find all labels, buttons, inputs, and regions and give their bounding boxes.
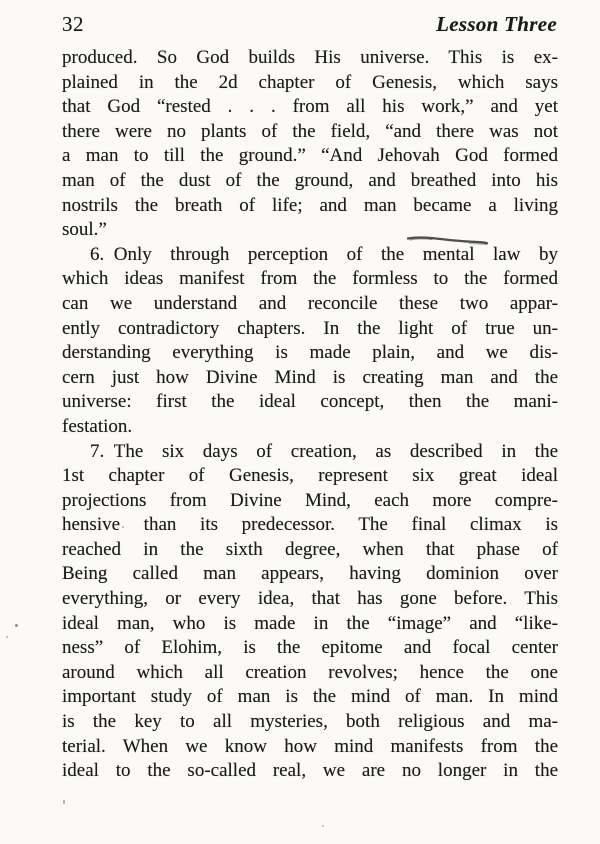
- text-line: ideal man, who is made in the “image” and “like-: [62, 612, 558, 634]
- text-line: 1st chapter of Genesis, represent six great ideal: [62, 465, 558, 487]
- text-line: can we understand and reconcile these two appar-: [62, 292, 558, 314]
- text-line: around which all creation revolves; hence the one: [62, 661, 558, 683]
- text-line: terial. When we know how mind manifests from the: [62, 735, 558, 757]
- text-line: ideal to the so-called real, we are no longer in the: [62, 760, 558, 782]
- text-line: produced. So God builds His universe. This is ex-: [62, 47, 558, 68]
- text-line: plained in the 2d chapter of Genesis, which says: [62, 71, 558, 93]
- text-line: 6. Only through perception of the mental law by: [90, 243, 558, 265]
- text-line: 7. The six days of creation, as described in the: [90, 440, 558, 462]
- running-head: [62, 12, 557, 37]
- text-line: a man to till the ground.” “And Jehovah God formed: [62, 145, 558, 167]
- text-line: Being called man appears, having dominion over: [62, 563, 558, 585]
- text-line: projections from Divine Mind, each more compre-: [62, 489, 558, 511]
- text-line: there were no plants of the field, “and there was not: [62, 120, 558, 142]
- text-line: ness” of Elohim, is the epitome and focal center: [62, 637, 558, 659]
- ink-speck: [322, 825, 324, 827]
- margin-pencil-dot: [15, 624, 18, 627]
- running-title: Lesson Three: [436, 12, 557, 36]
- text-line: everything, or every idea, that has gone before. This: [62, 588, 558, 610]
- text-line: soul.”: [62, 219, 107, 241]
- text-line: ently contradictory chapters. In the light of true un-: [62, 317, 558, 339]
- text-line: which ideas manifest from the formless to the formed: [62, 268, 558, 290]
- body-text: [62, 46, 558, 784]
- ink-speck: [122, 526, 124, 528]
- text-line: nostrils the breath of life; and man became a living: [62, 194, 558, 216]
- text-line: universe: first the ideal concept, then the mani-: [62, 391, 558, 413]
- text-line: cern just how Divine Mind is creating man and the: [62, 366, 558, 388]
- text-line: festation.: [62, 415, 133, 437]
- text-line: man of the dust of the ground, and breathed into his: [62, 169, 558, 191]
- page-number: 32: [62, 12, 84, 36]
- text-line: reached in the sixth degree, when that phase of: [62, 538, 558, 560]
- margin-pencil-dot: [6, 636, 8, 638]
- text-line: hensive than its predecessor. The final climax is: [62, 514, 558, 536]
- text-line: important study of man is the mind of man. In mind: [62, 686, 558, 708]
- text-line: is the key to all mysteries, both religious and ma-: [62, 711, 558, 733]
- text-line: that God “rested . . . from all his work,” and yet: [62, 96, 558, 118]
- ink-speck: [63, 800, 65, 804]
- pencil-underline-mark: [407, 234, 489, 248]
- text-line: derstanding everything is made plain, and we dis-: [62, 342, 558, 364]
